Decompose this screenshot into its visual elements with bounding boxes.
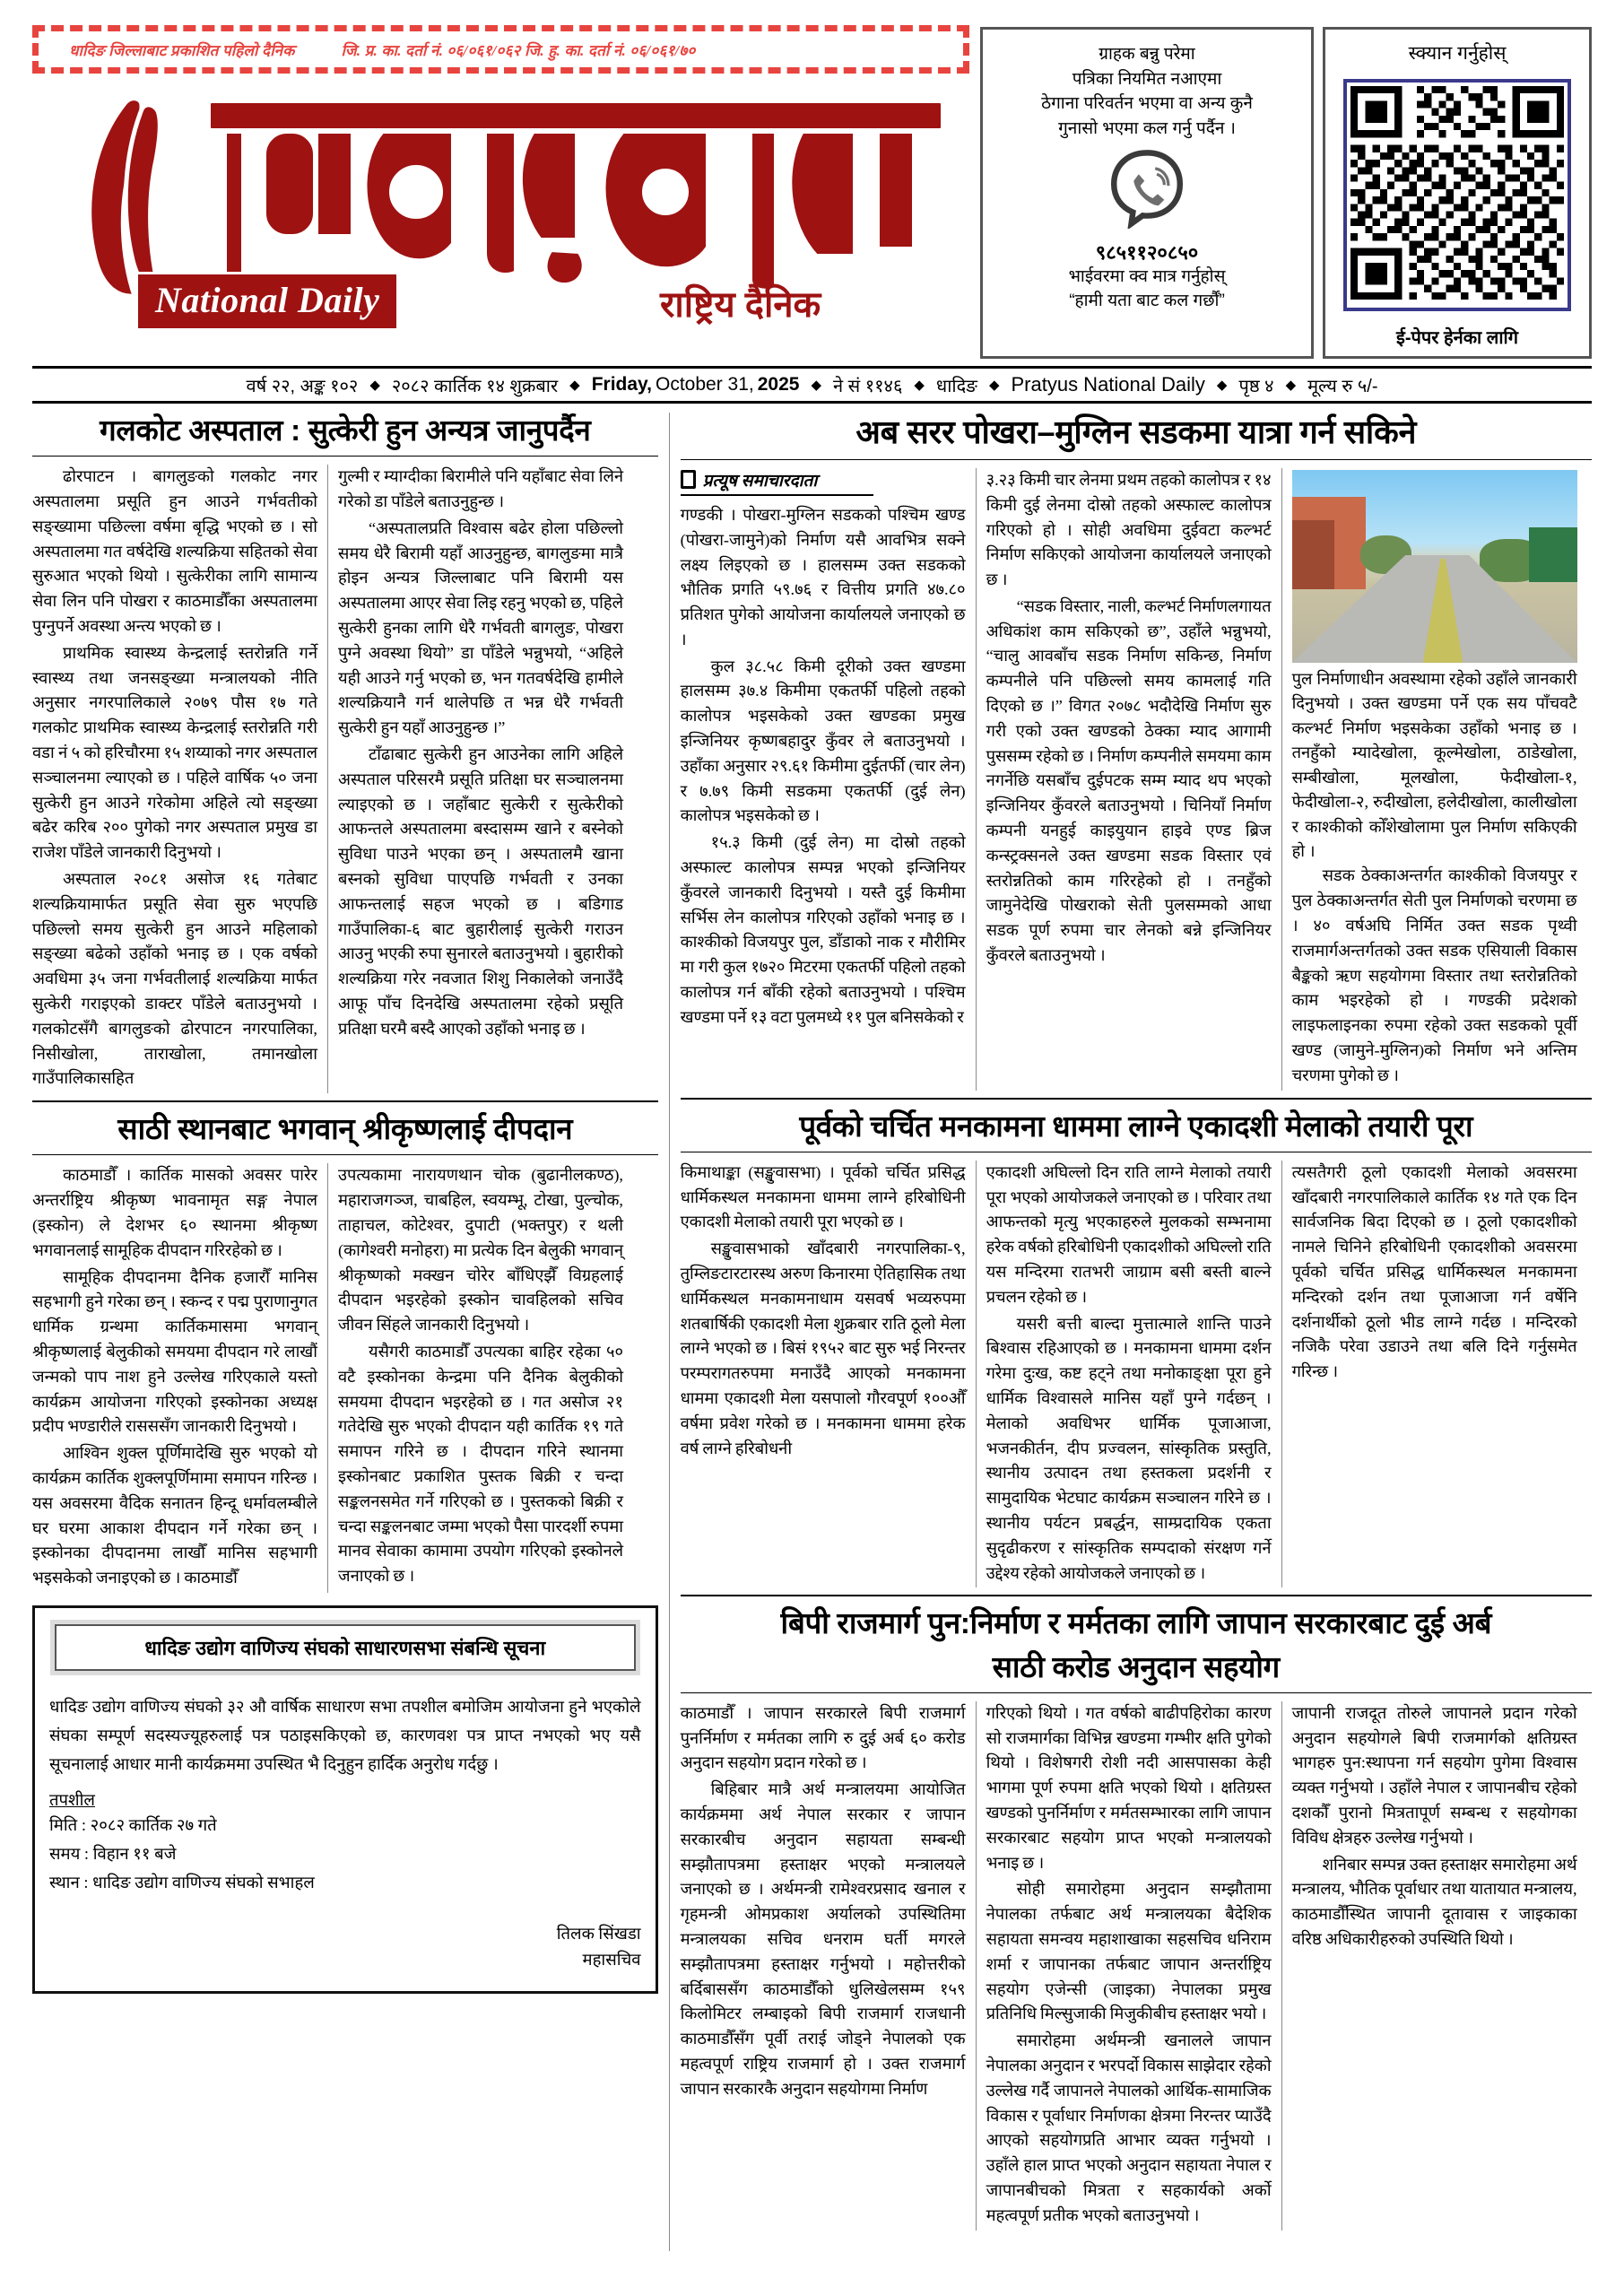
pokhara-para-3: १५.३ किमी (दुई लेन) मा दोस्रो तहको अस्फाल्ट कालोपत्र सम्पन्न भएको इन्जिनियर कुँवरले जानकारी दिनुभयो । यस्तै दुई किमीमा सर्भिस लेन कालोपत्र गरिएको उहाँको भनाइ छ । काश्कीको विजयपुर पुल, डाँडाको नाक र मौरीमिर मा गरी कुल १७२० मिटरमा एकतर्फी पहिलो तहको कालोपत्र गर्न बाँकी रहेको बताउनुभयो । पश्चिम खण्डमा पर्ने १३ वटा पुलमध्ये ११ पुल बनिसकेको र	[680, 833, 966, 1026]
manakamana-col-1	[681, 1161, 966, 1588]
galkot-article-columns	[32, 465, 658, 1093]
notice-signature	[49, 1922, 641, 1975]
pokhara-para-7: सडक ठेक्काअन्तर्गत काश्कीको विजयपुर र पुल ठेक्काअन्तर्गत सेती पुल निर्माणको चरणमा छ । ४० वर्षअघि निर्मित उक्त सडक पृथ्वी राजमार्गअन्तर्गतको उक्त सडक एसियाली विकास बैङ्कको ऋण सहयोगमा विस्तार तथा स्तरोन्नतिको काम भइरहेको हो । गण्डकी प्रदेशको लाइफलाइनका रुपमा रहेको उक्त सडकको पूर्वी खण्ड (जामुने-मुग्लिन)को निर्माण भने अन्तिम चरणमा पुगेको छ ।	[1291, 866, 1577, 1084]
byline-badge-icon	[681, 470, 696, 489]
viber-line-4: गुनासो भएमा कल गर्नु पर्दैन ।	[1058, 118, 1236, 138]
issue-place: धादिङ	[935, 376, 977, 396]
column-divider-2	[327, 1163, 328, 1593]
pokhara-para-6: पुल निर्माणाधीन अवस्थामा रहेको उहाँले जानकारी दिनुभयो । उक्त खण्डमा पर्ने एक सय पाँचवटै कल्भर्ट निर्माण भइसकेका उहाँको भनाइ छ । तनहुँको म्यादेखोला, कूल्मेखोला, ठाडेखोला, सम्बीखोला, मूलखोला, फेदीखोला-१, फेदीखोला-२, रुदीखोला, हलेदीखोला, कालीखोला र काश्कीको कोँशेखोलामा पुल निर्माण सकिएकी हो ।	[1291, 669, 1577, 860]
separator-diamond-6: ◆	[1216, 378, 1228, 393]
masthead-column	[32, 25, 969, 359]
road-photo	[1292, 470, 1577, 663]
registration-bar	[32, 25, 969, 74]
content-columns	[32, 413, 1592, 2251]
notice-signer-post: महासचिव	[582, 1952, 641, 1970]
qr-epaper-box	[1323, 27, 1592, 359]
viber-sub-2: “हामी यता बाट कल गर्छौं”	[1069, 291, 1225, 310]
column-divider-6	[1281, 1161, 1282, 1588]
krishna-col-1	[32, 1163, 317, 1593]
bpgrant-para-2: बिहिबार मात्रै अर्थ मन्त्रालयमा आयोजित कार्यक्रममा अर्थ नेपाल सरकार र जापान सरकारबीच अनुदान सहायता सम्बन्धी सम्झौतापत्रमा हस्ताक्षर भएको मन्त्रालयले जनाएको छ । अर्थमन्त्री रामेश्वरप्रसाद खनाल र गृहमन्त्री ओमप्रकाश अर्यालको उपस्थितिमा मन्त्रालयका सचिव धनराम घर्ती मगरले सम्झौतापत्रमा हस्ताक्षर गर्नुभयो । महोत्तरीको बर्दिबाससँग काठमाडौँको धुलिखेलसम्म १५९ किलोमिटर लम्बाइको बिपी राजमार्ग राजधानी काठमाडौँसँग पूर्वी तराई जोड्ने नेपालको एक महत्वपूर्ण राष्ट्रिय राजमार्ग हो । उक्त राजमार्ग जापान सरकारकै अनुदान सहयोगमा निर्माण	[680, 1780, 966, 2098]
notice-subheading: तपशील	[49, 1792, 95, 1811]
manakamana-col-3	[1292, 1161, 1577, 1588]
rule-under-bpgrant-headline	[681, 1692, 1592, 1693]
bpgrant-para-4: सोही समारोहमा अनुदान सम्झौतामा नेपालका तर्फबाट अर्थ मन्त्रालयका बैदेशिक सहायता समन्वय महाशाखाका सहसचिव धनिराम शर्मा र जापानका तर्फबाट जापान अन्तर्राष्ट्रिय सहयोग एजेन्सी (जाइका) नेपालका प्रमुख प्रतिनिधि मिल्सुजाकी मिजुकीबीच हस्ताक्षर भयो ।	[986, 1880, 1272, 2023]
rule-under-krishna-headline	[32, 1154, 658, 1155]
issue-nepali-date: २०८२ कार्तिक १४ शुक्रबार	[391, 376, 559, 396]
manakamana-col-2	[986, 1161, 1272, 1588]
galkot-col-2	[338, 465, 623, 1093]
headline-bpgrant-line-1: बिपी राजमार्ग पुन:निर्माण र मर्मतका लागि जापान सरकारबाट दुई अर्ब	[780, 1606, 1492, 1640]
column-divider-1	[327, 465, 328, 1093]
headline-bpgrant-line-2: साठी करोड अनुदान सहयोग	[992, 1649, 1280, 1683]
qr-title: स्क्यान गर्नुहोस्	[1408, 43, 1507, 64]
column-divider-center	[669, 413, 670, 2251]
manakamana-para-3: एकादशी अघिल्लो दिन राति लाग्ने मेलाको तयारी पूरा भएको आयोजकले जनाएको छ । परिवार तथा आफन्तको मृत्यु भएकाहरुले मुलकको सम्भनामा हरेक वर्षको हरिबोधिनी एकादशीको अघिल्लो राति यस मन्दिरमा रातभरी जाग्राम बसी बस्ती बाल्ने प्रचलन रहेको छ ।	[986, 1162, 1272, 1306]
krishna-col-2	[338, 1163, 623, 1593]
left-half	[32, 413, 658, 2251]
registration-left: धादिङ जिल्लाबाट प्रकाशित पहिलो दैनिक	[69, 41, 295, 59]
logo-area	[32, 79, 969, 348]
column-divider-5	[976, 1161, 977, 1588]
masthead-area	[32, 25, 1592, 359]
viber-contact-box	[980, 27, 1314, 359]
notice-body: धादिङ उद्योग वाणिज्य संघको ३२ औ वार्षिक साधारण सभा तपशील बमोजिम आयोजना हुने भएकोले संघका सम्पूर्ण सदस्यज्यूहरुलाई पत्र पठाइसकिएको छ, कारणवश पत्र प्राप्त नभएको भए यसै सूचनालाई आधार मानी कार्यक्रममा उपस्थित भै दिनुहुन हार्दिक अनुरोध गर्दछु ।	[49, 1698, 641, 1774]
issue-info-bar	[32, 366, 1592, 404]
viber-line-1: ग्राहक बन्नु परेमा	[1099, 45, 1195, 64]
bpgrant-para-6: जापानी राजदूत तोरुले जापानले प्रदान गरेको अनुदान सहयोगले बिपी राजमार्गको क्षतिग्रस्त भागहरु पुन:स्थापना गर्न सहयोग पुगेमा विश्वास व्यक्त गर्नुभयो । उहाँले नेपाल र जापानबीच रहेको दशकौँ पुरानो मित्रतापूर्ण सम्बन्ध र सहयोगका विविध क्षेत्रहरु उल्लेख गर्नुभयो ।	[1291, 1703, 1577, 1847]
photo-signboard-right	[1529, 527, 1577, 581]
separator-diamond-3: ◆	[811, 378, 822, 393]
manakamana-para-5: त्यसतैगरी ठूलो एकादशी मेलाको अवसरमा खाँदबारी नगरपालिकाले कार्तिक १४ गते एक दिन सार्वजनिक बिदा दिएको छ । ठूलो एकादशीकाे नामले चिनिने हरिबोधिनी एकादशीको अवसरमा पूर्वको चर्चित प्रसिद्ध धार्मिकस्थल मनकामना मन्दिरको दर्शन तथा पूजाआजा गर्न वर्षेनि दर्शनार्थीको ठूलो भीड लाग्ने गर्दछ । मन्दिरको नजिकै परेवा उडाउने तथा बलि दिने गर्नुसमेत गरिन्छ ।	[1291, 1162, 1577, 1381]
bpgrant-para-1: काठमाडौँ । जापान सरकारले बिपी राजमार्ग पुनर्निर्माण र मर्मतका लागि रु दुई अर्ब ६० करोड अनुदान सहयोग प्रदान गरेको छ ।	[680, 1703, 966, 1772]
bpgrant-col-1	[681, 1701, 966, 2231]
notice-row-time: समय : विहान ११ बजे	[49, 1846, 177, 1865]
galkot-col-1	[32, 465, 317, 1093]
krishna-article-columns	[32, 1163, 658, 1593]
masthead-nepali-subtitle: राष्ट्रिय दैनिक	[660, 285, 821, 325]
pokhara-para-4: ३.२३ किमी चार लेनमा प्रथम तहको कालोपत्र र १४ किमी दुई लेनमा दोस्रो तहको अस्फाल्ट कालोपत्र गरिएको हो । सोही अवधिमा दुईवटा कल्भर्ट निर्माण सकिएको आयोजना कार्यालयले जनाएको छ ।	[986, 470, 1272, 589]
headline-krishna: साठी स्थानबाट भगवान् श्रीकृष्णलाई दीपदान	[117, 1112, 573, 1146]
viber-sub-1: भाईवरमा क्व मात्र गर्नुहोस्	[1068, 267, 1226, 287]
issue-volume: वर्ष २२, अङ्क १०२	[246, 376, 359, 396]
viber-phone-number: ९८५११२०८५०	[1095, 241, 1199, 265]
notice-row-date: मिति : २०८२ कार्तिक २७ गते	[49, 1817, 217, 1836]
manakamana-para-2: सङ्खुवासभाको खाँदबारी नगरपालिका-९, तुम्लिङटारटारस्थ अरुण किनारमा ऐतिहासिक तथा धार्मिकस्थल मनकामनाधाम यसवर्ष भव्यरुपमा शतबार्षिकी एकादशी मेला शुक्रबार राति ठूलो मेला लाग्ने भएको छ । बिसं १९५२ बाट सुरु भई निरन्तर परम्परागतरुपमा मनाउँदै आएको मनकामना धाममा एकादशी मेला यसपालो गौरवपूर्ण १००औँ वर्षमा प्रवेश गरेको छ । मनकामना धाममा हरेक वर्ष लाग्ने हरिबोधनी	[680, 1239, 966, 1457]
separator-diamond-7: ◆	[1285, 378, 1297, 393]
column-divider-3	[976, 468, 977, 1091]
separator-diamond-4: ◆	[914, 378, 925, 393]
viber-line-2: पत्रिका नियमित नआएमा	[1072, 69, 1222, 89]
separator-diamond-5: ◆	[988, 378, 1000, 393]
right-half	[681, 413, 1592, 2251]
issue-page-count: पृष्ठ ४	[1238, 376, 1274, 396]
galkot-para-4: गुल्मी र म्याग्दीका बिरामीले पनि यहाँबाट सेवा लिने गरेको डा पाँडेले बताउनुहुन्छ ।	[338, 467, 623, 511]
manakamana-article-columns	[681, 1161, 1592, 1588]
bpgrant-section	[681, 1595, 1592, 2230]
byline	[681, 468, 873, 496]
galkot-para-3: अस्पताल २०८१ असोज १६ गतेबाट शल्यक्रियामार्फत प्रसूति सेवा सुरु भएपछि पछिल्लो समय सुत्केरी हुन आउने महिलाको सङ्ख्या बढेको उहाँको भनाइ छ । एक वर्षको अवधिमा ३५ जना गर्भवतीलाई शल्यक्रिया मार्फत सुत्केरी गराइएको डाक्टर पाँडेले बताउनुभयो । गलकोटसँगै बागलुङको ढोरपाटन नगरपालिका, निसीखोला, ताराखोला, तमानखोला गाउँपालिकासहित	[32, 870, 317, 1088]
notice-row-venue: स्थान : धादिङ उद्योग वाणिज्य संघको सभाहल	[49, 1874, 315, 1893]
registration-right: जि. प्र. का. दर्ता नं. ०६/०६१/०६२ जि. हु. का. दर्ता नं. ०६/०६१/७०	[341, 41, 696, 59]
pokhara-col-3	[1292, 468, 1577, 1091]
photo-building-left-2	[1292, 520, 1335, 589]
pokhara-col-1	[681, 468, 966, 1091]
issue-english-day: Friday,	[591, 374, 653, 395]
manakamana-section	[681, 1098, 1592, 1588]
bpgrant-para-5: समारोहमा अर्थमन्त्री खनालले जापान नेपालका अनुदान र भरपर्दो विकास साझेदार रहेको उल्लेख गर्दै जापानले नेपालको आर्थिक-सामाजिक विकास र पूर्वाधार निर्माणका क्षेत्रमा निरन्तर प्याउँदै आएको सहयोगप्रति आभार व्यक्त गर्नुभयो । उहाँले हाल प्राप्त भएको अनुदान सहायता नेपाल र जापानबीचको मित्रता र सहकार्यको अर्को महत्वपूर्ण प्रतीक भएको बताउनुभयो ।	[986, 2031, 1272, 2224]
galkot-para-5: “अस्पतालप्रति विश्वास बढेर होला पछिल्लो समय धेरै बिरामी यहाँ आउनुहुन्छ, बागलुङमा मात्रै होइन अन्यत्र जिल्लाबाट पनि बिरामी यस अस्पतालमा आएर सेवा लिइ रहनु भएको छ, पहिले सुत्केरी हुनका लागि धेरै गर्भवती बागलुङ, पोखरा पुग्ने अवस्था थियो” डा पाँडेले भन्नुभयो, “अहिले यही आउने गर्नु भएको छ, भन गतवर्षदेखि हामीले शल्यक्रियानै गर्न थालेपछि त भन्न धेरै गर्भवती सुत्केरी हुन यहाँ आउनुहुन्छ ।”	[338, 518, 623, 737]
viber-line-3: ठेगाना परिवर्तन भएमा वा अन्य कुनै	[1041, 94, 1253, 114]
issue-english-year: 2025	[757, 374, 800, 395]
manakamana-para-4: यसरी बत्ती बाल्दा मुत्तात्माले शान्ति पाउने बिश्वास रहिआएको छ । मनकामना धाममा दर्शन गरेमा दुःख, कष्ट हट्ने तथा मनोकाङ्क्षा पूरा हुने धार्मिक विश्वासले मानिस यहाँ पुग्ने गर्दछन् । मेलाको अवधिभर धार्मिक पूजाआजा, भजनकीर्तन, दीप प्रज्वलन, सांस्कृतिक प्रस्तुति, स्थानीय उत्पादन तथा हस्तकला प्रदर्शनी र सामुदायिक भेटघाट कार्यक्रम सञ्चालन गरिने छ । स्थानीय पर्यटन प्रबर्द्धन, साम्प्रदायिक एकता सुदृढीकरण र सांस्कृतिक सम्पदाको संरक्षण गर्ने उद्देश्य रहेको आयोजकले जनाएको छ ।	[986, 1314, 1272, 1582]
rule-under-galkot-headline	[32, 456, 658, 457]
separator-diamond-1: ◆	[369, 378, 380, 393]
headline-galkot: गलकोट अस्पताल : सुत्केरी हुन अन्यत्र जानुपर्दैन	[100, 413, 591, 447]
krishna-para-4: उपत्यकामा नारायणथान चोक (बुढानीलकण्ठ), महाराजगञ्ज, चाबहिल, स्वयम्भू, टोखा, पुल्चोक, ताहाचल, कोटेश्वर, दुपाटी (भक्तपुर) र थली (कागेश्वरी मनोहरा) मा प्रत्येक दिन बेलुकी भगवान् श्रीकृष्णको मक्खन चोरेर बाँधिएझैँ विग्रहलाई दीपदान भइरहेको इस्कोन चावहिलको सचिव जीवन सिंहले जानकारी दिनुभयो ।	[338, 1166, 623, 1335]
pokhara-para-5: “सडक विस्तार, नाली, कल्भर्ट निर्माणलगायत अधिकांश काम सकिएको छ”, उहाँले भन्नुभयो, “चालु आवबाँच सडक निर्माण सकिन्छ, निर्माण कम्पनीले पनि पछिल्लो समय कामलाई गति दिएको छ ।” विगत २०७८ भदौदेखि निर्माण सुरु गरी एको उक्त खण्डको ठेक्का म्याद आगामी पुससम्म रहेको छ । निर्माण कम्पनीले समयमा काम नगर्नेछि यसबाँच दुईपटक सम्म म्याद थप भएको इन्जिनियर कुँवरले बताउनुभयो । चिनियाँ निर्माण कम्पनी यनहुई काइयुयान हाइवे एण्ड ब्रिज कन्स्ट्रक्सनले उक्त खण्डमा सडक विस्तार एवं स्तरोन्नतिको काम गरिरहेको हो । तनहुँको जामुनेदेखि पोखराको सेती पुलसम्मको आधा सडक पूर्ण रुपमा चार लेनको बन्ने इन्जिनियर कुँवरले बताउनुभयो ।	[986, 596, 1272, 965]
qr-caption: ई-पेपर हेर्नका लागि	[1396, 328, 1518, 348]
column-divider-4	[1281, 468, 1282, 1091]
separator-diamond-2: ◆	[569, 378, 580, 393]
bpgrant-article-columns	[681, 1701, 1592, 2231]
bpgrant-para-7: शनिबार सम्पन्न उक्त हस्ताक्षर समारोहमा अर्थ मन्त्रालय, भौतिक पूर्वाधार तथा यातायात मन्त्रालय, काठमाडौँस्थित जापानी दूतावास र जाइकाका वरिष्ठ अधिकारीहरुको उपस्थिति थियो ।	[1291, 1855, 1577, 1949]
issue-english-date: October 31,	[656, 374, 754, 395]
masthead-english-title: National Daily	[138, 274, 396, 328]
issue-price: मूल्य रु ५/-	[1307, 376, 1378, 396]
pokhara-para-1: गण्डकी । पोखरा-मुग्लिन सडकको पश्चिम खण्ड (पोखरा-जामुने)को निर्माण यसै आवभित्र सक्ने लक्ष्य लिइएको छ । हालसम्म उक्त सडकको भौतिक प्रगति ५९.७६ र वित्तीय प्रगति ४७.८० प्रतिशत पुगेको आयोजना कार्यालयले जनाएको छ ।	[680, 505, 966, 648]
bpgrant-para-3: गरिएको थियो । गत वर्षको बाढीपहिरोका कारण सो राजमार्गका विभिन्न खण्डमा गम्भीर क्षति पुगेको थियो । विशेषगरी रोशी नदी आसपासका केही भागमा पूर्ण रुपमा क्षति भएको थियो । क्षतिग्रस्त खण्डको पुनर्निर्माण र मर्मतसम्भारका लागि जापान सरकारबाट सहयोग प्राप्त भएको मन्त्रालयको भनाइ छ ।	[986, 1703, 1272, 1872]
pokhara-para-2: कुल ३८.५८ किमी दूरीको उक्त खण्डमा हालसम्म ३७.४ किमीमा एकतर्फी पहिलो तहको कालोपत्र भइसकेको उक्त खण्डका प्रमुख इन्जिनियर कृष्णबहादुर कुँवर ले बताउनुभयो । उहाँका अनुसार २९.६१ किमीमा दुईतर्फी (चार लेन) र ७.७९ किमी सडकमा एकतर्फी (दुई लेन) कालोपत्र भइसकेको छ ।	[680, 657, 966, 825]
galkot-para-2: प्राथमिक स्वास्थ्य केन्द्रलाई स्तरोन्नति गर्ने स्वास्थ्य तथा जनसङ्ख्या मन्त्रालयको नीति अनुसार नगरपालिकाले २०७९ पौस १७ गते गलकोट प्राथमिक स्वास्थ्य केन्द्रलाई स्तरोन्नति गरी वडा नं ५ को हरिचौरमा १५ शय्याको नगर अस्पताल सञ्चालनमा ल्याएको छ । पहिले वार्षिक ५० जना सुत्केरी हुन आउने गरेकोमा अहिले त्यो सङ्ख्या बढेर करिब २०० पुगेको नगर अस्पताल प्रमुख डा राजेश पाँडेले जानकारी दिनुभयो ।	[32, 643, 317, 862]
bpgrant-col-3	[1292, 1701, 1577, 2231]
qr-code-image	[1343, 79, 1571, 311]
manakamana-para-1: किमाथाङ्का (सङ्खुवासभा) । पूर्वको चर्चित प्रसिद्ध धार्मिकस्थल मनकामना धाममा लाग्ने हरिबोधिनी एकादशी मेलाको तयारी पूरा भएको छ ।	[680, 1162, 966, 1231]
column-divider-7	[976, 1701, 977, 2231]
krishna-para-5: यसैगरी काठमाडौँ उपत्यका बाहिर रहेका ५० वटै इस्कोनका केन्द्रमा पनि दैनिक बेलुकीको समयमा दीपदान भइरहेको छ । गत असोज २१ गतेदेखि सुरु भएको दीपदान यही कार्तिक १९ गते समापन गरिने छ । दीपदान गरिने स्थानमा इस्कोनबाट प्रकाशित पुस्तक बिक्री र चन्दा सङ्कलनसमेत गर्ने गरिएको छ । पुस्तकको बिक्री र चन्दा सङ्कलनबाट जम्मा भएको पैसा पारदर्शी रुपमा मानव सेवाका कामामा उपयोग गरिएको इस्कोनले जनाएको छ ।	[338, 1343, 623, 1586]
issue-nepal-sambat: ने सं ११४६	[833, 376, 903, 396]
byline-name: प्रत्यूष समाचारदाता	[702, 471, 818, 491]
viber-icon	[1106, 146, 1188, 233]
headline-pokhara: अब सरर पोखरा–मुग्लिन सडकमा यात्रा गर्न सकिने	[855, 413, 1417, 450]
galkot-para-1: ढोरपाटन । बागलुङको गलकोट नगर अस्पतालमा प्रसूति हुन आउने गर्भवतीको सङ्ख्यामा पछिल्ला वर्षमा बृद्धि भएको छ । सो अस्पतालमा गत वर्षदेखि शल्यक्रिया सहितको सेवा सुरुआत भएको थियो । सुत्केरीका लागि सामान्य सेवा लिन पनि पोखरा र काठमाडौँका अस्पतालमा पुग्नुपर्ने अवस्था अन्त्य भएको छ ।	[32, 467, 317, 636]
masthead-side-boxes	[980, 25, 1592, 359]
notice-signer-name: तिलक सिंखडा	[556, 1925, 641, 1944]
krishna-para-2: सामूहिक दीपदानमा दैनिक हजारौँ मानिस सहभागी हुने गरेका छन् । स्कन्द र पद्म पुराणानुगत धार्मिक ग्रन्थमा कार्तिकमासमा भगवान् श्रीकृष्णलाई बेलुकीको समयमा दीपदान गरे लाखौं जन्मको पाप नाश हुने उल्लेख गरिएकाले यस्तो कार्यक्रम आयोजना गरिएको इस्कोनका अध्यक्ष प्रदीप भण्डारीले रासससँग जानकारी दिनुभयो ।	[32, 1267, 317, 1436]
rule-under-pokhara-headline	[681, 459, 1592, 460]
issue-brand-english: Pratyus National Daily	[1011, 373, 1205, 396]
galkot-para-6: टाँढाबाट सुत्केरी हुन आउनेका लागि अहिले अस्पताल परिसरमै प्रसूति प्रतिक्षा घर सञ्चालनमा ल्याइएको छ । जहाँबाट सुत्केरी र सुत्केरीको आफन्तले अस्पतालमा बस्दासम्म खाने र बस्नेको सुविधा पाउने भएका छन् । अस्पतालमै खाना बस्नको सुविधा पाएपछि गर्भवती र उनका आफन्तलाई सहज भएको छ । बडिगाड गाउँपालिका-६ बाट बुहारीलाई सुत्केरी गराउन आउनु भएकी रुपा सुनारले बताउनुभयो । बुहारीको शल्यक्रिया गरेर नवजात शिशु निकालेको जनाउँदै आफू पाँच दिनदेखि अस्पतालमा रहेको प्रसूति प्रतिक्षा घरमै बस्दै आएको उहाँको भनाइ छ ।	[338, 745, 623, 1038]
bpgrant-col-2	[986, 1701, 1272, 2231]
pratyus-logo	[48, 74, 981, 298]
pokhara-article-columns	[681, 468, 1592, 1091]
krishna-section	[32, 1100, 658, 1593]
krishna-para-3: आश्विन शुक्ल पूर्णिमादेखि सुरु भएको यो कार्यक्रम कार्तिक शुक्लपूर्णिमामा समापन गरिन्छ । यस अवसरमा वैदिक सनातन हिन्दू धर्मावलम्बीले घर घरमा आकाश दीपदान गर्ने गरेका छन् । इस्कोनका दीपदानमा लाखौँ मानिस सहभागी भइसकेको जनाइएको छ । काठमाडौँ	[32, 1444, 317, 1587]
column-divider-8	[1281, 1701, 1282, 2231]
krishna-para-1: काठमाडौँ । कार्तिक मासको अवसर पारेर अन्तर्राष्ट्रिय श्रीकृष्ण भावनामृत सङ्ग नेपाल (इस्कोन) ले देशभर ६० स्थानमा श्रीकृष्ण भगवानलाई सामूहिक दीपदान गरिरहेको छ ।	[32, 1166, 317, 1259]
chamber-notice-box	[32, 1605, 658, 1994]
notice-title: धादिङ उद्योग वाणिज्य संघको साधारणसभा संबन्धि सूचना	[55, 1624, 636, 1671]
pokhara-col-2	[986, 468, 1272, 1091]
headline-manakamana: पूर्वको चर्चित मनकामना धाममा लाग्ने एकादशी मेलाको तयारी पूरा	[799, 1109, 1473, 1143]
